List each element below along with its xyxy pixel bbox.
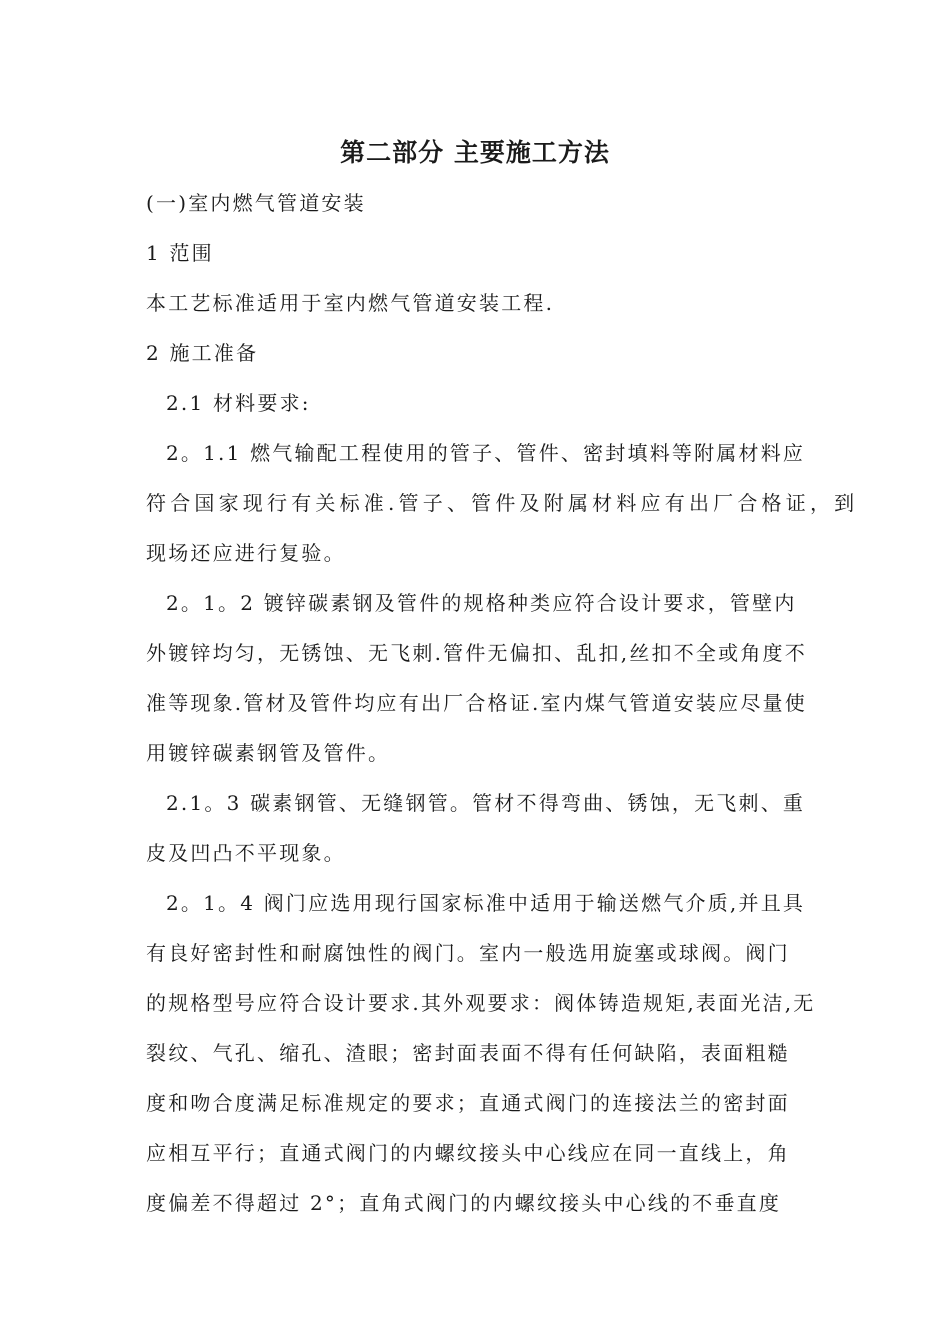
- heading-preparation: 2 施工准备: [146, 341, 259, 365]
- document-title: 第二部分 主要施工方法: [340, 138, 610, 167]
- heading-material-requirements: 2.1 材料要求:: [166, 391, 311, 415]
- section-heading: (一)室内燃气管道安装: [146, 191, 366, 215]
- paragraph-line: 皮及凹凸不平现象。: [146, 841, 346, 865]
- paragraph-line: 符合国家现行有关标准.管子、管件及附属材料应有出厂合格证，到: [146, 491, 859, 515]
- paragraph-line: 裂纹、气孔、缩孔、渣眼；密封面表面不得有任何缺陷，表面粗糙: [146, 1041, 790, 1065]
- paragraph-scope: 本工艺标准适用于室内燃气管道安装工程.: [146, 291, 555, 315]
- paragraph-line: 2。1.1 燃气输配工程使用的管子、管件、密封填料等附属材料应: [166, 441, 806, 465]
- paragraph-line: 2。1。4 阀门应选用现行国家标准中适用于输送燃气介质,并且具: [166, 891, 806, 915]
- heading-scope: 1 范围: [146, 241, 214, 265]
- paragraph-line: 的规格型号应符合设计要求.其外观要求：阀体铸造规矩,表面光洁,无: [146, 991, 816, 1015]
- paragraph-line: 度偏差不得超过 2°；直角式阀门的内螺纹接头中心线的不垂直度: [146, 1191, 782, 1215]
- paragraph-line: 用镀锌碳素钢管及管件。: [146, 741, 391, 765]
- paragraph-line: 有良好密封性和耐腐蚀性的阀门。室内一般选用旋塞或球阀。阀门: [146, 941, 790, 965]
- paragraph-line: 度和吻合度满足标准规定的要求；直通式阀门的连接法兰的密封面: [146, 1091, 790, 1115]
- paragraph-line: 准等现象.管材及管件均应有出厂合格证.室内煤气管道安装应尽量使: [146, 691, 807, 715]
- paragraph-line: 现场还应进行复验。: [146, 541, 346, 565]
- paragraph-line: 外镀锌均匀，无锈蚀、无飞刺.管件无偏扣、乱扣,丝扣不全或角度不: [146, 641, 807, 665]
- paragraph-line: 2。1。2 镀锌碳素钢及管件的规格种类应符合设计要求，管壁内: [166, 591, 797, 615]
- paragraph-line: 应相互平行；直通式阀门的内螺纹接头中心线应在同一直线上，角: [146, 1141, 790, 1165]
- paragraph-line: 2.1。3 碳素钢管、无缝钢管。管材不得弯曲、锈蚀，无飞刺、重: [166, 791, 806, 815]
